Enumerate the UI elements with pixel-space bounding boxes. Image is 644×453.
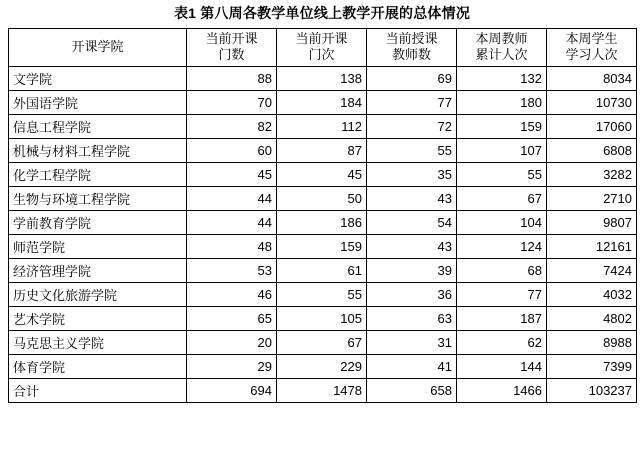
cell-courses: 82: [187, 114, 277, 138]
cell-unit: 马克思主义学院: [9, 330, 187, 354]
header-row: [9, 29, 637, 67]
cell-teachers: 35: [367, 162, 457, 186]
cell-teachers: 55: [367, 138, 457, 162]
cell-student-attendance: 9807: [547, 210, 637, 234]
table-row: [9, 90, 637, 114]
cell-courses: 60: [187, 138, 277, 162]
cell-unit: 信息工程学院: [9, 114, 187, 138]
table-row: [9, 114, 637, 138]
cell-sessions: 87: [277, 138, 367, 162]
cell-unit: 经济管理学院: [9, 258, 187, 282]
cell-teacher-attendance: 104: [457, 210, 547, 234]
table-row: [9, 258, 637, 282]
cell-student-attendance: 17060: [547, 114, 637, 138]
cell-courses: 694: [187, 378, 277, 402]
cell-unit: 机械与材料工程学院: [9, 138, 187, 162]
cell-unit: 师范学院: [9, 234, 187, 258]
cell-student-attendance: 7399: [547, 354, 637, 378]
table-row: [9, 162, 637, 186]
cell-unit: 化学工程学院: [9, 162, 187, 186]
header-cell-student-attendance: [547, 29, 637, 67]
cell-teachers: 77: [367, 90, 457, 114]
cell-teachers: 43: [367, 186, 457, 210]
cell-student-attendance: 7424: [547, 258, 637, 282]
cell-teachers: 69: [367, 66, 457, 90]
cell-courses: 45: [187, 162, 277, 186]
cell-teachers: 658: [367, 378, 457, 402]
cell-unit: 历史文化旅游学院: [9, 282, 187, 306]
cell-teacher-attendance: 107: [457, 138, 547, 162]
cell-student-attendance: 3282: [547, 162, 637, 186]
cell-unit: 生物与环境工程学院: [9, 186, 187, 210]
cell-teachers: 41: [367, 354, 457, 378]
table-row: [9, 210, 637, 234]
cell-unit: 文学院: [9, 66, 187, 90]
cell-teacher-attendance: 132: [457, 66, 547, 90]
cell-teacher-attendance: 159: [457, 114, 547, 138]
table-row: [9, 138, 637, 162]
online-teaching-table: [8, 28, 637, 403]
header-line-2: 教师数: [391, 47, 431, 63]
table-row: [9, 282, 637, 306]
table-row: [9, 306, 637, 330]
table-header: [9, 29, 637, 67]
cell-student-attendance: 10730: [547, 90, 637, 114]
cell-teachers: 36: [367, 282, 457, 306]
cell-sessions: 112: [277, 114, 367, 138]
cell-teacher-attendance: 55: [457, 162, 547, 186]
cell-teacher-attendance: 124: [457, 234, 547, 258]
cell-sessions: 105: [277, 306, 367, 330]
cell-unit: 体育学院: [9, 354, 187, 378]
table-caption: 表1 第八周各教学单位线上教学开展的总体情况: [173, 5, 471, 21]
table-row: [9, 234, 637, 258]
header-line-1: 当前开课: [295, 31, 348, 46]
cell-sessions: 1478: [277, 378, 367, 402]
cell-student-attendance: 4802: [547, 306, 637, 330]
table-body: [9, 66, 637, 402]
cell-sessions: 159: [277, 234, 367, 258]
header-line-2: 累计人次: [475, 47, 528, 63]
header-line-1: 开课学院: [71, 39, 124, 55]
cell-courses: 44: [187, 210, 277, 234]
cell-courses: 29: [187, 354, 277, 378]
cell-teachers: 39: [367, 258, 457, 282]
cell-student-attendance: 4032: [547, 282, 637, 306]
cell-teacher-attendance: 144: [457, 354, 547, 378]
cell-student-attendance: 2710: [547, 186, 637, 210]
cell-sessions: 138: [277, 66, 367, 90]
cell-sessions: 45: [277, 162, 367, 186]
cell-sessions: 67: [277, 330, 367, 354]
table-row: [9, 186, 637, 210]
cell-unit: 艺术学院: [9, 306, 187, 330]
cell-teacher-attendance: 187: [457, 306, 547, 330]
cell-teacher-attendance: 77: [457, 282, 547, 306]
header-cell-sessions: [277, 29, 367, 67]
header-line-2: 门数: [218, 47, 245, 63]
cell-teachers: 54: [367, 210, 457, 234]
cell-sessions: 55: [277, 282, 367, 306]
header-cell-teacher-attendance: [457, 29, 547, 67]
header-line-1: 当前开课: [205, 31, 258, 46]
cell-teacher-attendance: 1466: [457, 378, 547, 402]
cell-student-attendance: 12161: [547, 234, 637, 258]
cell-unit: 外国语学院: [9, 90, 187, 114]
header-line-1: 当前授课: [385, 31, 438, 46]
cell-teachers: 31: [367, 330, 457, 354]
cell-student-attendance: 6808: [547, 138, 637, 162]
cell-sessions: 186: [277, 210, 367, 234]
cell-teacher-attendance: 62: [457, 330, 547, 354]
cell-unit: 合计: [9, 378, 187, 402]
header-line-1: 本周学生: [565, 31, 618, 46]
header-line-2: 学习人次: [565, 47, 618, 63]
header-cell-unit: [9, 29, 187, 67]
header-line-2: 门次: [308, 47, 335, 63]
cell-courses: 53: [187, 258, 277, 282]
cell-sessions: 61: [277, 258, 367, 282]
cell-courses: 48: [187, 234, 277, 258]
header-line-1: 本周教师: [475, 31, 528, 46]
table-row: [9, 66, 637, 90]
cell-student-attendance: 8034: [547, 66, 637, 90]
cell-student-attendance: 103237: [547, 378, 637, 402]
cell-courses: 46: [187, 282, 277, 306]
cell-courses: 20: [187, 330, 277, 354]
cell-unit: 学前教育学院: [9, 210, 187, 234]
cell-courses: 65: [187, 306, 277, 330]
cell-sessions: 50: [277, 186, 367, 210]
table-total-row: [9, 378, 637, 402]
cell-teachers: 43: [367, 234, 457, 258]
cell-teacher-attendance: 67: [457, 186, 547, 210]
header-cell-teachers: [367, 29, 457, 67]
cell-courses: 44: [187, 186, 277, 210]
cell-sessions: 229: [277, 354, 367, 378]
cell-teachers: 63: [367, 306, 457, 330]
cell-teacher-attendance: 68: [457, 258, 547, 282]
table-row: [9, 354, 637, 378]
cell-teacher-attendance: 180: [457, 90, 547, 114]
cell-teachers: 72: [367, 114, 457, 138]
header-cell-courses: [187, 29, 277, 67]
table-row: [9, 330, 637, 354]
cell-student-attendance: 8988: [547, 330, 637, 354]
cell-courses: 88: [187, 66, 277, 90]
cell-courses: 70: [187, 90, 277, 114]
cell-sessions: 184: [277, 90, 367, 114]
